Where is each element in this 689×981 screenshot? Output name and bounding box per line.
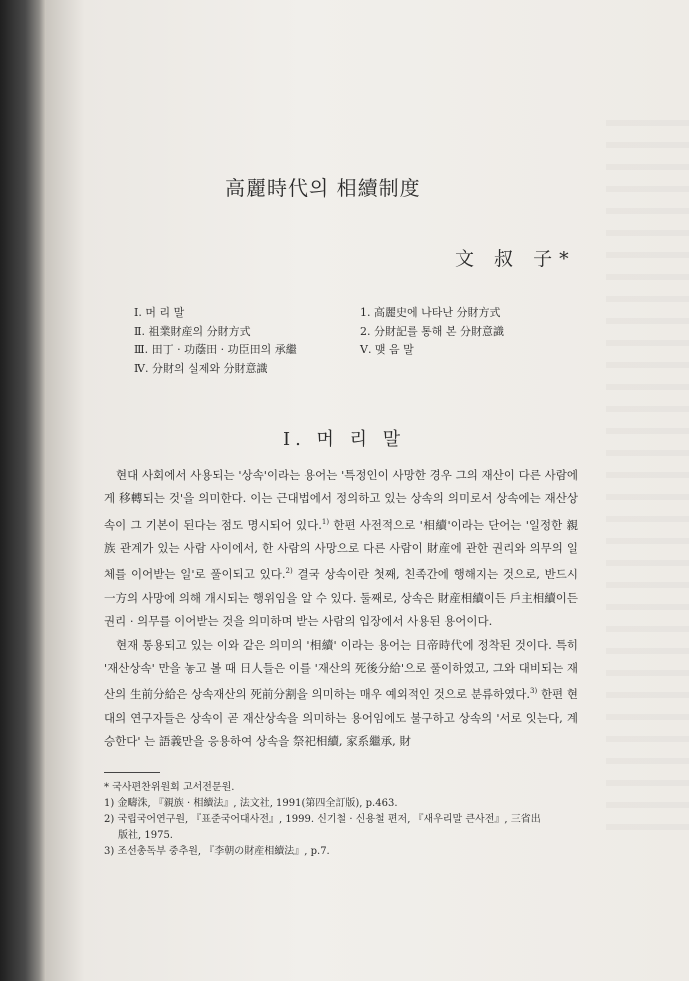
body-text	[104, 464, 578, 753]
toc-item: Ⅱ. 祖業財産의 分財方式	[134, 324, 251, 338]
footnote-marker: 2)	[285, 567, 293, 576]
footnote-author-note: * 국사편찬위원회 고서전문원.	[104, 782, 235, 793]
paragraph-text: 한편 사전적으로 '相續'이라는 단어는 '일정한 親族 관계가 있는 사람 사이에서, 한 사람의 사망으로 다른 사람이 財産에 관한 권리와 의무의 일체를 이어받는 일'로 풀이되고 있다.	[104, 517, 578, 582]
toc-item: 2. 分財記를 통해 본 分財意識	[360, 324, 504, 338]
footnote-marker: 1)	[321, 517, 330, 526]
toc-item: Ⅳ. 分財의 실제와 分財意識	[134, 361, 268, 375]
article-title: 高麗時代의 相續制度	[225, 176, 421, 200]
footnote: 1) 金疇洙, 『親族 · 相續法』, 法文社, 1991(第四全訂版), p.463.	[104, 798, 398, 809]
footnote: 2) 국립국어연구원, 『표준국어대사전』, 1999. 신기철 · 신용철 편저, 『새우리말 큰사전』, 三省出	[104, 814, 541, 825]
footnote-divider	[104, 772, 160, 773]
footnote-marker: 3)	[530, 687, 538, 696]
toc-item: Ⅲ. 田丁 · 功蔭田 · 功臣田의 承繼	[134, 343, 297, 356]
paragraph	[104, 464, 578, 634]
toc-item: 1. 高麗史에 나타난 分財方式	[360, 306, 501, 319]
show-through-texture	[606, 120, 689, 840]
toc-item: Ⅰ. 머 리 말	[134, 306, 185, 319]
toc-item: Ⅴ. 맺 음 말	[360, 343, 414, 356]
paragraph	[104, 634, 578, 754]
footnotes	[104, 780, 578, 860]
paragraph-text: 현대 사회에서 사용되는 '상속'이라는 용어는 '특정인이 사망한 경우 그의 재산이 다른 사람에게 移轉되는 것'을 의미한다. 이는 근대법에서 정의하고 있는 상속의 의미로서 상속에는 재산상속이 그 기본이 된다는 점도 명시되어 있다.	[104, 468, 578, 532]
article-author: 文 叔 子*	[455, 248, 576, 270]
table-of-contents-left	[134, 304, 297, 378]
footnote-continuation: 版社, 1975.	[118, 830, 173, 841]
paragraph-text: 한편 현대의 연구자들은 상속이 곧 재산상속을 의미하는 용어임에도 불구하고 상속의 '서로 잇는다, 계승한다' 는 語義만을 응용하여 상속을 祭祀相續, 家系繼承, 財	[104, 687, 579, 748]
footnote: 3) 조선총독부 중추원, 『李朝の財産相續法』, p.7.	[104, 846, 330, 857]
section-heading: Ⅰ. 머 리 말	[283, 429, 406, 450]
paragraph-text: 결국 상속이란 첫째, 친족간에 행해지는 것으로, 반드시 一方의 사망에 의해 개시되는 행위임을 알 수 있다. 둘째로, 상속은 財産相續이든 戶主相續이든 권리 · 의무를 이어받는 것을 의미하며 받는 사람의 입장에서 사용된 용어이다.	[104, 567, 578, 629]
paragraph-text: 현재 통용되고 있는 이와 같은 의미의 '相續' 이라는 용어는 日帝時代에 정착된 것이다. 특히 '재산상속' 만을 놓고 볼 때 日人들은 이를 '재산의 死後分給'으로 풀이하였고, 그와 대비되는 재산의 生前分給은 상속재산의 死前分割을 의미하는 매우 예외적인 것으로 분류하였다.	[104, 637, 578, 702]
book-gutter-shadow	[0, 0, 46, 981]
table-of-contents-right	[360, 304, 504, 360]
